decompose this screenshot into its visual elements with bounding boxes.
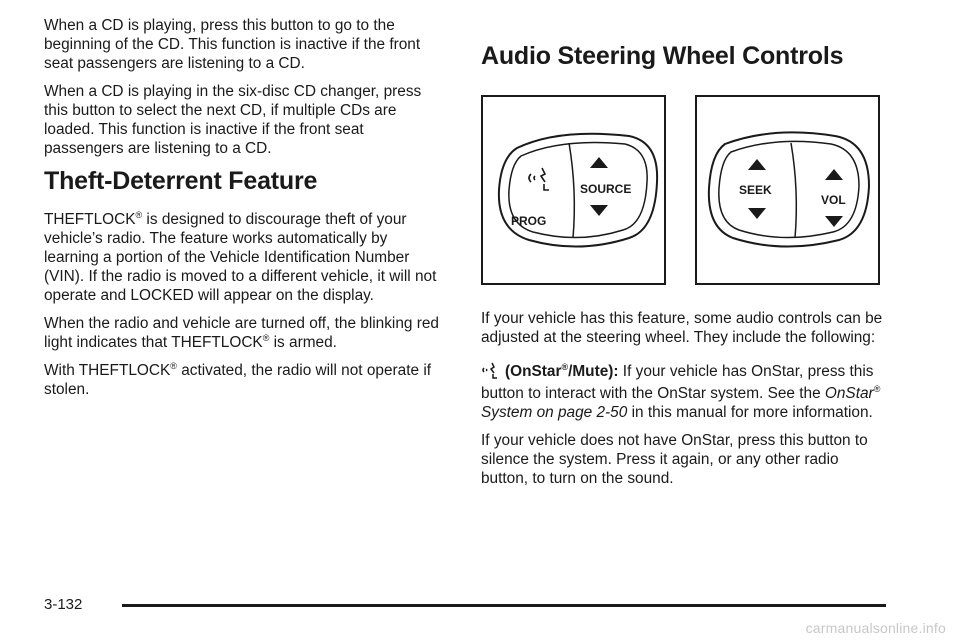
right-column bbox=[481, 16, 889, 497]
cd-next-paragraph: When a CD is playing in the six-disc CD changer, press this button to select the next CD, if multiple CDs are loaded. This function is inactive if the front seat passengers are listening to a CD. bbox=[44, 83, 422, 157]
onstar-text-2: in this manual for more information. bbox=[627, 404, 873, 421]
steering-controls-intro: If your vehicle has this feature, some audio controls can be adjusted at the steering wheel. They include the following: bbox=[481, 310, 883, 346]
vol-down-arrow-icon bbox=[825, 216, 843, 227]
theftlock-text-b: is designed to discourage theft of your vehicle’s radio. The feature works automatically by learning a portion of the Vehicle Identification Number (VIN). If the radio is moved to a different vehicle, it will not operate and LOCKED will appear on the display. bbox=[44, 211, 437, 304]
steering-control-figures bbox=[481, 95, 889, 285]
onstar-mute-label-b: /Mute): bbox=[568, 363, 619, 380]
page-number: 3-132 bbox=[44, 596, 83, 613]
registered-mark: ® bbox=[135, 209, 143, 220]
registered-mark: ® bbox=[561, 361, 569, 372]
left-column bbox=[44, 16, 444, 408]
source-prog-control-illustration bbox=[489, 130, 659, 250]
left-control-figure bbox=[481, 95, 666, 285]
registered-mark: ® bbox=[262, 332, 270, 343]
theftlock-armed-text-b: is armed. bbox=[273, 334, 337, 351]
seek-up-arrow-icon bbox=[748, 159, 766, 170]
source-down-arrow-icon bbox=[590, 205, 608, 216]
onstar-icon bbox=[481, 361, 499, 384]
source-label: SOURCE bbox=[579, 182, 631, 196]
onstar-mute-paragraph bbox=[481, 361, 889, 422]
theftlock-paragraph-3 bbox=[44, 361, 444, 399]
right-control-figure bbox=[695, 95, 880, 285]
vol-up-arrow-icon bbox=[825, 169, 843, 180]
mute-paragraph: If your vehicle does not have OnStar, press this button to silence the system. Press it again, or any other radio button, to turn on the sound. bbox=[481, 432, 868, 487]
onstar-text-1: If your vehicle has OnStar, press this button to interact with the OnStar system. See the bbox=[481, 363, 874, 402]
seek-down-arrow-icon bbox=[748, 208, 766, 219]
onstar-mute-label-a: (OnStar bbox=[505, 363, 562, 380]
theft-deterrent-heading: Theft-Deterrent Feature bbox=[44, 167, 318, 195]
source-up-arrow-icon bbox=[590, 157, 608, 168]
onstar-button-icon bbox=[529, 168, 549, 190]
registered-mark: ® bbox=[170, 360, 177, 371]
audio-controls-heading: Audio Steering Wheel Controls bbox=[481, 42, 844, 70]
theftlock-armed-text-a: When the radio and vehicle are turned off, the blinking red light indicates that THEFTLOCK bbox=[44, 315, 439, 351]
watermark: carmanualsonline.info bbox=[805, 620, 946, 636]
seek-label: SEEK bbox=[738, 183, 772, 197]
theftlock-paragraph-1 bbox=[44, 210, 444, 305]
footer-rule bbox=[122, 604, 886, 607]
theftlock-activated-text-b: activated, the radio will not operate if stolen. bbox=[44, 362, 432, 398]
theftlock-paragraph-2 bbox=[44, 314, 444, 352]
page-footer bbox=[44, 596, 886, 616]
theftlock-activated-text-a: With THEFTLOCK bbox=[44, 362, 171, 379]
prog-label: PROG bbox=[510, 214, 546, 228]
theftlock-text-a: THEFTLOCK bbox=[44, 211, 136, 228]
onstar-link-b[interactable]: System on page 2-50 bbox=[481, 404, 628, 421]
cd-start-paragraph: When a CD is playing, press this button to go to the beginning of the CD. This function is inactive if the front seat passengers are listening to a CD. bbox=[44, 17, 421, 72]
vol-label: VOL bbox=[820, 193, 846, 207]
onstar-link-a[interactable]: OnStar bbox=[824, 385, 874, 402]
registered-mark: ® bbox=[873, 383, 881, 394]
seek-vol-control-illustration bbox=[703, 130, 873, 250]
